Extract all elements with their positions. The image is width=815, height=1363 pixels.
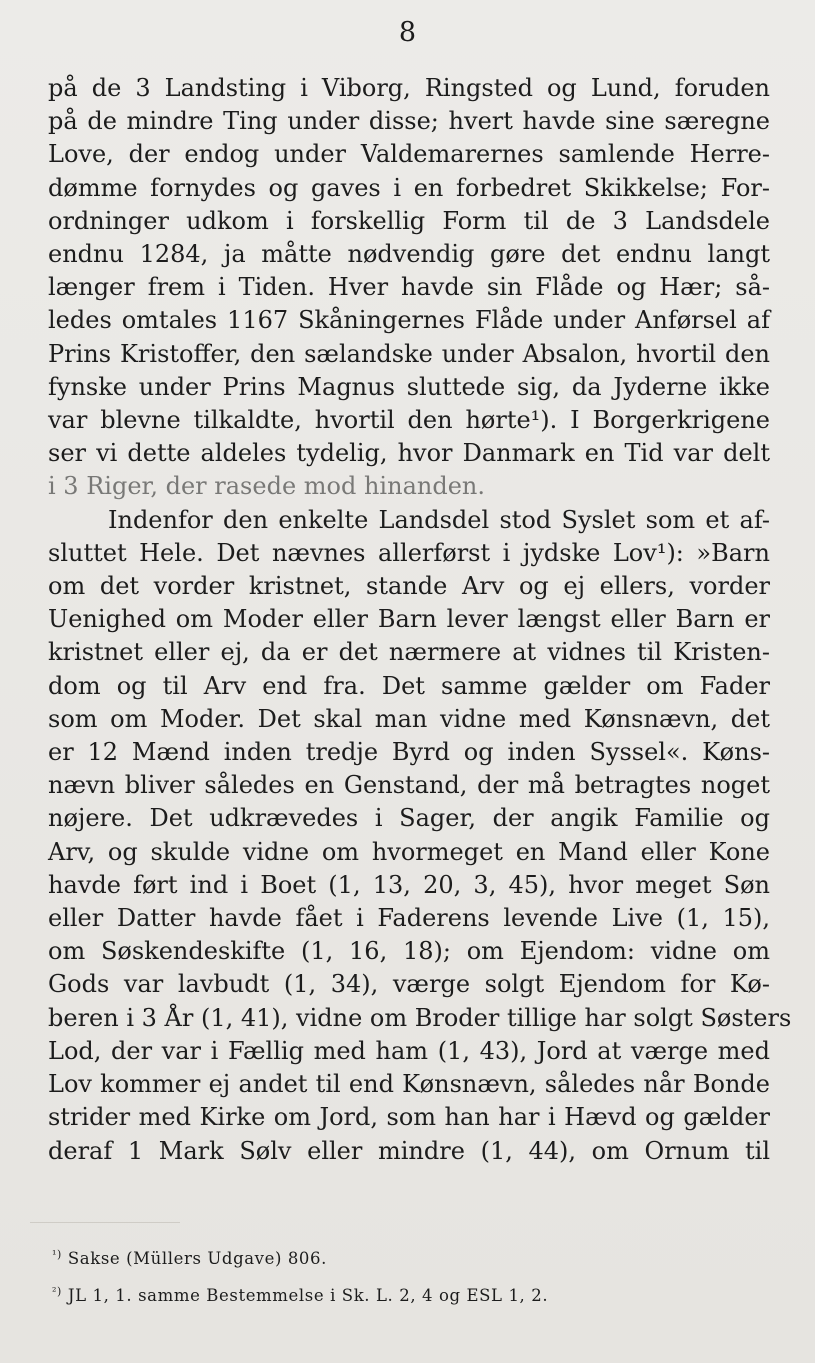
- paragraph-1: [48, 72, 770, 504]
- text-line: i 3 Riger, der rasede mod hinanden.: [48, 472, 485, 501]
- text-line: endnu 1284, ja måtte nødvendig gøre det endnu langt: [48, 240, 770, 269]
- page-number: 8: [398, 17, 417, 48]
- text-line: Prins Kristoffer, den sælandske under Absalon, hvortil den: [48, 339, 770, 368]
- footnotes: [52, 1238, 692, 1312]
- text-line: på de mindre Ting under disse; hvert havde sine særegne: [48, 107, 770, 136]
- footnote-mark: ²): [52, 1285, 62, 1298]
- text-line: om det vorder kristnet, stande Arv og ej ellers, vorder: [48, 572, 770, 601]
- text-line: dømme fornydes og gaves i en forbedret Skikkelse; For-: [48, 173, 770, 202]
- text-line: ordninger udkom i forskellig Form til de 3 Landsdele: [48, 206, 770, 235]
- text-line: Uenighed om Moder eller Barn lever længst eller Barn er: [48, 605, 770, 634]
- paragraph-2: [48, 504, 792, 1168]
- text-line: Indenfor den enkelte Landsdel stod Syslet som et af-: [108, 505, 770, 534]
- text-line: nævn bliver således en Genstand, der må betragtes noget: [48, 771, 770, 800]
- text-line: er 12 Mænd inden tredje Byrd og inden Syssel«. Køns-: [48, 738, 770, 767]
- footnote-1: [52, 1238, 692, 1275]
- text-line: længer frem i Tiden. Hver havde sin Flåde og Hær; så-: [48, 273, 770, 302]
- text-line: som om Moder. Det skal man vidne med Kønsnævn, det: [48, 704, 770, 733]
- footnote-text: Sakse (Müllers Udgave) 806.: [67, 1249, 327, 1268]
- footnote-2: [52, 1275, 692, 1312]
- text-line: kristnet eller ej, da er det nærmere at vidnes til Kristen-: [48, 638, 770, 667]
- text-line: strider med Kirke om Jord, som han har i Hævd og gælder: [48, 1103, 770, 1132]
- text-line: eller Datter havde fået i Faderens levende Live (1, 15),: [48, 904, 770, 933]
- text-line: dom og til Arv end fra. Det samme gælder om Fader: [48, 671, 770, 700]
- text-line: nøjere. Det udkrævedes i Sager, der angik Familie og: [48, 804, 770, 833]
- text-line: fynske under Prins Magnus sluttede sig, da Jyderne ikke: [48, 372, 770, 401]
- text-line: ser vi dette aldeles tydelig, hvor Danmark en Tid var delt: [48, 439, 770, 468]
- footnote-divider: [30, 1222, 180, 1223]
- text-line: Gods var lavbudt (1, 34), værge solgt Ejendom for Kø-: [48, 970, 770, 999]
- text-line: havde ført ind i Boet (1, 13, 20, 3, 45), hvor meget Søn: [48, 870, 770, 899]
- text-line: Lov kommer ej andet til end Kønsnævn, således når Bonde: [48, 1070, 770, 1099]
- text-line: ledes omtales 1167 Skåningernes Flåde under Anførsel af: [48, 306, 770, 335]
- body-text: [48, 72, 792, 1168]
- text-line: på de 3 Landsting i Viborg, Ringsted og Lund, foruden: [48, 74, 770, 102]
- text-line: var blevne tilkaldte, hvortil den hørte¹). I Borgerkrigene: [48, 406, 770, 435]
- text-line: om Søskendeskifte (1, 16, 18); om Ejendom: vidne om: [48, 937, 770, 966]
- footnote-mark: ¹): [52, 1248, 62, 1261]
- text-line: sluttet Hele. Det nævnes allerførst i jydske Lov¹): »Barn: [48, 538, 770, 567]
- text-line: Arv, og skulde vidne om hvormeget en Mand eller Kone: [48, 837, 770, 866]
- text-line: beren i 3 År (1, 41), vidne om Broder tillige har solgt Søsters: [48, 1003, 792, 1032]
- text-line: Love, der endog under Valdemarernes samlende Herre-: [48, 140, 770, 169]
- text-line: deraf 1 Mark Sølv eller mindre (1, 44), om Ornum til: [48, 1136, 770, 1165]
- text-line: Lod, der var i Fællig med ham (1, 43), Jord at værge med: [48, 1036, 770, 1065]
- footnote-text: JL 1, 1. samme Bestemmelse i Sk. L. 2, 4 og ESL 1, 2.: [67, 1286, 549, 1305]
